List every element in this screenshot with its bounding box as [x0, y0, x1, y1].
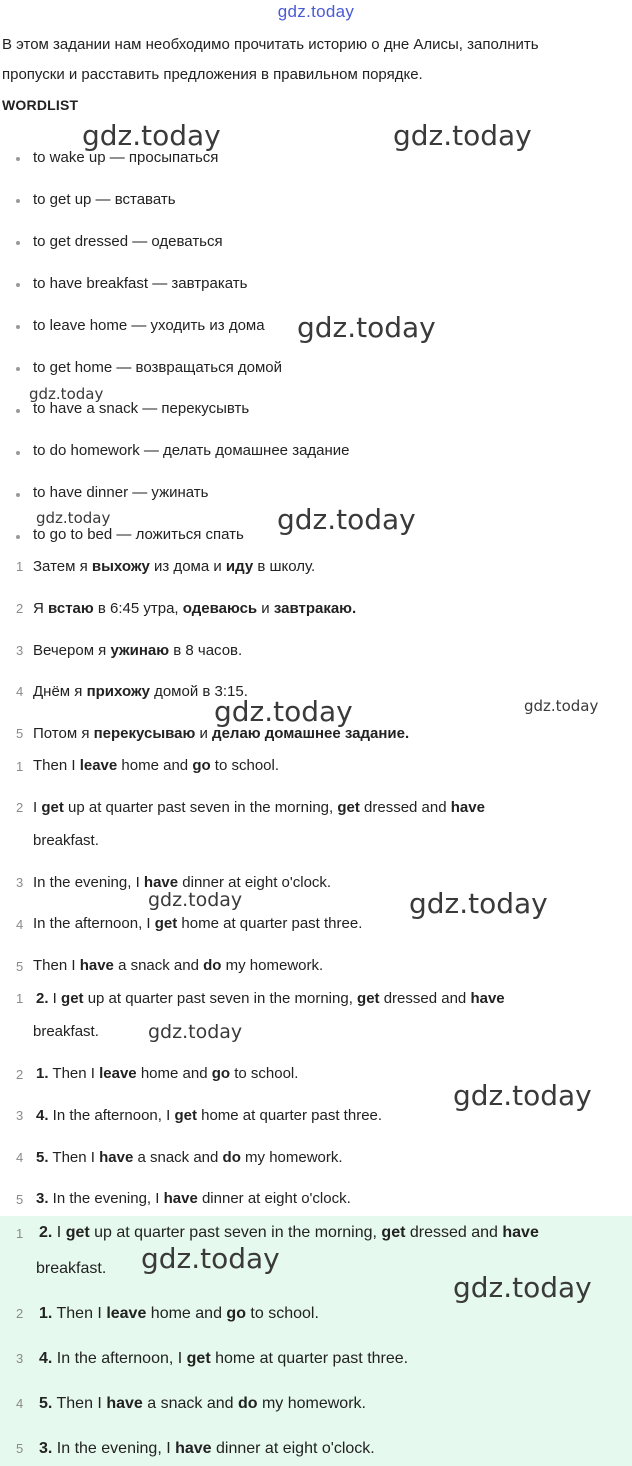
item-number: 1: [16, 759, 24, 774]
russian-sentence-3: Вечером я ужинаю в 8 часов.: [33, 642, 243, 659]
item-number: 3: [16, 1351, 24, 1366]
intro-line-1: В этом задании нам необходимо прочитать историю о дне Алисы, заполнить: [2, 36, 539, 53]
list-item: to have breakfast — завтракать: [33, 275, 248, 292]
item-number: 3: [16, 1108, 24, 1123]
english-sentence-2: I get up at quarter past seven in the morning, get dressed and have: [33, 799, 485, 816]
list-item: to wake up — просыпаться: [33, 149, 219, 166]
list-item: to go to bed — ложиться спать: [33, 526, 244, 543]
answer-block: [0, 1216, 632, 1466]
watermark: gdz.today: [453, 1079, 592, 1112]
intro-line-2: пропуски и расставить предложения в правильном порядке.: [2, 66, 423, 83]
item-number: 4: [16, 1396, 24, 1411]
answer-sentence-5: 3. In the evening, I have dinner at eight o'clock.: [39, 1440, 375, 1457]
item-number: 2: [16, 601, 24, 616]
wordlist-title: WORDLIST: [2, 97, 79, 113]
ordered-sentence-5: 3. In the evening, I have dinner at eight o'clock.: [36, 1190, 351, 1207]
bullet-icon: [16, 367, 20, 371]
watermark: gdz.today: [29, 385, 104, 403]
item-number: 3: [16, 875, 24, 890]
watermark: gdz.today: [148, 1021, 243, 1043]
bullet-icon: [16, 199, 20, 203]
russian-sentence-2: Я встаю в 6:45 утра, одеваюсь и завтракаю.: [33, 600, 357, 617]
bullet-icon: [16, 241, 20, 245]
list-item: to do homework — делать домашнее задание: [33, 442, 350, 459]
english-sentence-5: Then I have a snack and do my homework.: [33, 957, 324, 974]
list-item: to get dressed — одеваться: [33, 233, 223, 250]
answer-sentence-1-continuation: breakfast.: [36, 1260, 107, 1277]
bullet-icon: [16, 157, 20, 161]
russian-sentence-4: Днём я прихожу домой в 3:15.: [33, 683, 248, 700]
item-number: 2: [16, 1067, 24, 1082]
ordered-sentence-4: 5. Then I have a snack and do my homework.: [36, 1149, 343, 1166]
bullet-icon: [16, 493, 20, 497]
item-number: 2: [16, 1306, 24, 1321]
english-sentence-3: In the evening, I have dinner at eight o'clock.: [33, 874, 332, 891]
watermark: gdz.today: [524, 697, 599, 715]
watermark: gdz.today: [409, 887, 548, 920]
bullet-icon: [16, 451, 20, 455]
watermark: gdz.today: [148, 889, 243, 911]
site-logo[interactable]: gdz.today: [277, 2, 355, 21]
item-number: 1: [16, 1226, 24, 1241]
english-sentence-2-continuation: breakfast.: [33, 832, 99, 849]
list-item: to get home — возвращаться домой: [33, 359, 283, 376]
ordered-sentence-1-continuation: breakfast.: [33, 1023, 99, 1040]
ordered-sentence-2: 1. Then I leave home and go to school.: [36, 1065, 299, 1082]
russian-sentence-1: Затем я выхожу из дома и иду в школу.: [33, 558, 316, 575]
bullet-icon: [16, 535, 20, 539]
answer-sentence-3: 4. In the afternoon, I get home at quarter past three.: [39, 1350, 409, 1367]
russian-sentence-5: Потом я перекусываю и делаю домашнее задание.: [33, 725, 410, 742]
item-number: 5: [16, 1192, 24, 1207]
watermark: gdz.today: [36, 509, 111, 527]
item-number: 1: [16, 991, 24, 1006]
watermark: gdz.today: [297, 311, 436, 344]
watermark: gdz.today: [393, 119, 532, 152]
item-number: 4: [16, 1150, 24, 1165]
item-number: 5: [16, 959, 24, 974]
watermark: gdz.today: [214, 695, 353, 728]
watermark: gdz.today: [453, 1271, 592, 1304]
english-sentence-4: In the afternoon, I get home at quarter past three.: [33, 915, 363, 932]
answer-sentence-2: 1. Then I leave home and go to school.: [39, 1305, 319, 1322]
item-number: 4: [16, 917, 24, 932]
bullet-icon: [16, 409, 20, 413]
ordered-sentence-1: 2. I get up at quarter past seven in the morning, get dressed and have: [36, 990, 505, 1007]
answer-sentence-4: 5. Then I have a snack and do my homework.: [39, 1395, 366, 1412]
list-item: to have a snack — перекусывть: [33, 400, 250, 417]
item-number: 4: [16, 684, 24, 699]
list-item: to leave home — уходить из дома: [33, 317, 265, 334]
watermark: gdz.today: [277, 503, 416, 536]
watermark: gdz.today: [82, 119, 221, 152]
list-item: to get up — вставать: [33, 191, 176, 208]
item-number: 2: [16, 800, 24, 815]
item-number: 5: [16, 726, 24, 741]
item-number: 1: [16, 559, 24, 574]
ordered-sentence-3: 4. In the afternoon, I get home at quarter past three.: [36, 1107, 383, 1124]
english-sentence-1: Then I leave home and go to school.: [33, 757, 280, 774]
bullet-icon: [16, 283, 20, 287]
bullet-icon: [16, 325, 20, 329]
list-item: to have dinner — ужинать: [33, 484, 209, 501]
item-number: 3: [16, 643, 24, 658]
item-number: 5: [16, 1441, 24, 1456]
answer-sentence-1: 2. I get up at quarter past seven in the morning, get dressed and have: [39, 1224, 539, 1241]
watermark: gdz.today: [141, 1242, 280, 1275]
